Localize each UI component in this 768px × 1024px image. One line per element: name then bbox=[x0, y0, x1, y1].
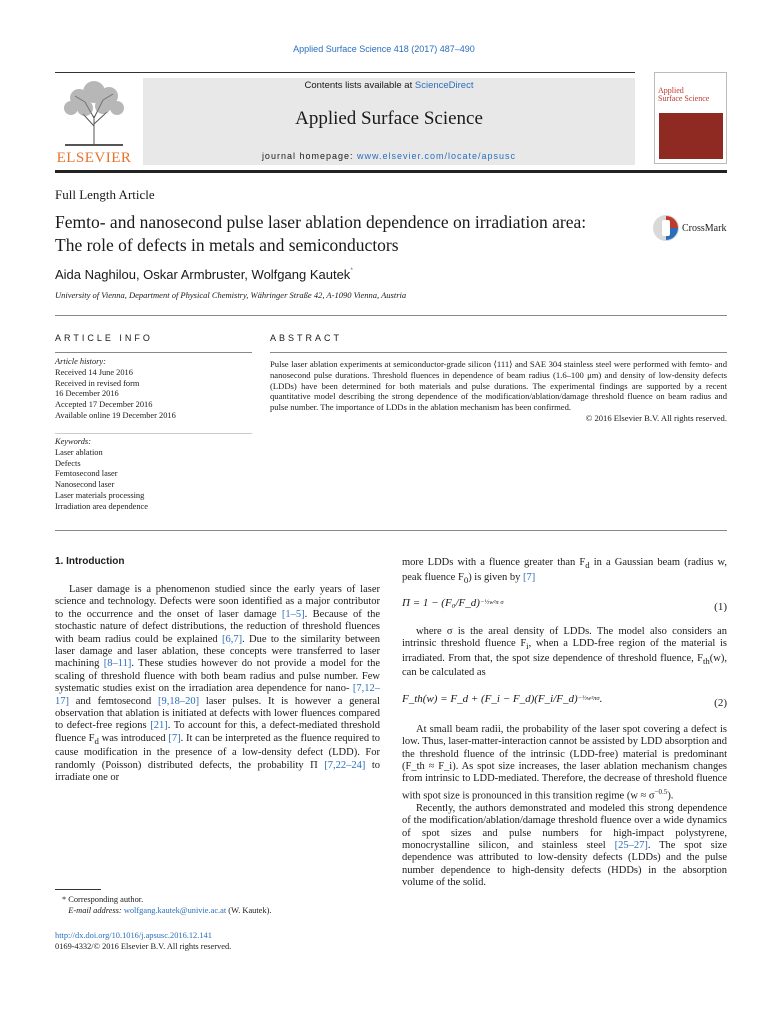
citation-link[interactable]: [25–27] bbox=[614, 839, 648, 851]
equation-2: F_th(w) = F_d + (F_i − F_d)(F_i/F_d)$^{-\frac{1}{2}w^2\pi\sigma}$. (2) bbox=[402, 692, 727, 709]
info-rule bbox=[55, 352, 252, 353]
intro-paragraph: Recently, the authors demonstrated and modeled this strong dependence of the modification/ablation/damage threshold fluence over a wide dynamics of spot sizes and pulse numbers for high-impact polystyrene, monocrystalline silicon, and stainless steel [25–27]. The spot size dependence was attributed to low-density defects (LDDs) and the pulse number dependence to high-density defects (HDDs) in the absorption volume of the solid. bbox=[402, 802, 727, 889]
contents-prefix: Contents lists available at bbox=[304, 80, 415, 91]
keyword-item: Nanosecond laser bbox=[55, 480, 115, 490]
citation-link[interactable]: [1–5] bbox=[281, 608, 305, 620]
header-rule bbox=[55, 72, 635, 73]
citation-link[interactable]: [8–11] bbox=[103, 658, 132, 670]
history-item: Received in revised form bbox=[55, 378, 140, 388]
header-thick-rule bbox=[55, 170, 727, 173]
article-title: Femto- and nanosecond pulse laser ablation dependence on irradiation area: The role of defects in metals and semiconductors bbox=[55, 212, 587, 255]
history-item: Available online 19 December 2016 bbox=[55, 410, 176, 420]
issn-line: 0169-4332/© 2016 Elsevier B.V. All rights reserved. bbox=[55, 942, 232, 951]
cover-title: Applied Surface Science bbox=[658, 86, 710, 103]
journal-reference-link[interactable]: Applied Surface Science 418 (2017) 487–490 bbox=[293, 44, 475, 54]
footnote-label: Corresponding author. bbox=[68, 895, 144, 904]
affiliation: University of Vienna, Department of Physical Chemistry, Währinger Straße 42, A-1090 Vienna, Austria bbox=[55, 290, 407, 300]
journal-title: Applied Surface Science bbox=[295, 108, 483, 129]
crossmark-icon bbox=[652, 213, 680, 243]
footnote-rule bbox=[55, 889, 101, 890]
article-history bbox=[55, 357, 252, 422]
history-item: 16 December 2016 bbox=[55, 389, 119, 399]
author-email-link[interactable]: wolfgang.kautek@univie.ac.at bbox=[123, 906, 227, 915]
homepage-prefix: journal homepage: bbox=[261, 151, 357, 161]
doi-block bbox=[55, 930, 231, 952]
intro-paragraph: At small beam radii, the probability of the laser spot covering a defect is low. Thus, laser-matter-interaction cannot be assisted by LDD absorption and the threshold fluence of the intrinsic (LDD-free) material is predominant (F_th ≈ F_i). As spot size increases, the laser ablation mechanism changes from intrinsic to LDD-mediated. Therefore, the decrease of threshold fluence with spot size is pronounced in this transition regime $(w \approx \sigma^{-0.5})$. bbox=[402, 723, 727, 802]
citation-link[interactable]: [7,22–24] bbox=[324, 759, 366, 771]
homepage-line bbox=[143, 151, 635, 161]
abstract-text: Pulse laser ablation experiments at semiconductor-grade silicon ⟨111⟩ and SAE 304 stainless steel were performed with femto- and nanosecond pulse durations. Threshold fluences in dependence of beam radius (1.6–100 μm) and density of low-density defects (LDDs) have been determined for both materials and pulse durations. The experimental findings are supported by a recent quantitative model describing the strong dependence of the modification/ablation/damage threshold fluence on beam radius and pulse number. The importance of LDDs in the ablation mechanism has been confirmed. bbox=[270, 359, 727, 413]
abstract-rule bbox=[270, 352, 727, 353]
history-label: Article history: bbox=[55, 357, 106, 366]
article-info-heading: ARTICLE INFO bbox=[55, 333, 153, 343]
citation-link[interactable]: [6,7] bbox=[221, 633, 243, 645]
section-rule bbox=[55, 315, 727, 316]
sciencedirect-link[interactable]: ScienceDirect bbox=[414, 80, 474, 91]
footnote: * Corresponding author. E-mail address: wolfgang.kautek@univie.ac.at (W. Kautek). bbox=[62, 895, 272, 915]
keyword-item: Femtosecond laser bbox=[55, 469, 118, 479]
abstract-body bbox=[270, 359, 727, 424]
keywords-label: Keywords: bbox=[55, 437, 91, 446]
citation-link[interactable]: [9,18–20] bbox=[157, 695, 200, 707]
equation-1: Π = 1 − (F₀/F_d)$^{-\frac{1}{2}w^2\pi \sigma}$ (1) bbox=[402, 597, 727, 613]
authors-text: Aida Naghilou, Oskar Armbruster, Wolfgang Kautek bbox=[55, 267, 351, 282]
keyword-item: Laser ablation bbox=[55, 447, 103, 457]
article-type: Full Length Article bbox=[55, 187, 155, 202]
equation-number: (2) bbox=[714, 696, 727, 709]
crossmark-label: CrossMark bbox=[682, 223, 727, 234]
keywords bbox=[55, 437, 252, 513]
keyword-item: Irradiation area dependence bbox=[55, 501, 148, 511]
intro-paragraph: where σ is the areal density of LDDs. The model also considers an intrinsic threshold fluence $F_i$, when a LDD-free region of the material is irradiated. From that, the spot size dependence of threshold fluence, $F_{th}(w)$, can be calculated as bbox=[402, 626, 727, 679]
journal-cover-thumbnail bbox=[654, 72, 727, 164]
history-item: Received 14 June 2016 bbox=[55, 367, 133, 377]
homepage-link[interactable]: www.elsevier.com/locate/apsusc bbox=[357, 151, 517, 161]
intro-paragraph: Laser damage is a phenomenon studied since the early years of laser science and technology. Defects were soon identified as a major contributor to the occurrence and the onset of laser damage [1–5]. Because of the stochastic nature of defect distributions, the reduction of threshold fluences with beam radius could be explained [6,7]. Due to the similarity between laser damage and laser ablation, these concepts were transferred to laser machining [8–11]. These studies however do not provide a model for the scaling of threshold fluence with both beam radius and pulse number. Few systematic studies exist on the irradiation area dependence for nano- [7,12–17] and femtosecond [9,18–20] laser pulses. It is however a general observation that ablation is initiated at defects with lower fluences compared to defect-free regions [21]. To account for this, a defect-mediated threshold fluence $F_d$ was introduced [7]. It can be interpreted as the fluence required to cause modification in the presence of a low-density defect (LDD). For randomly (Poisson) distributed defects, the probability Π [7,22–24] to irradiate one or bbox=[55, 584, 380, 784]
intro-paragraph: more LDDs with a fluence greater than $F_d$ in a Gaussian beam (radius w, peak fluence $F_0$) is given by [7] bbox=[402, 557, 727, 585]
author-list bbox=[55, 267, 353, 282]
corresponding-author-mark[interactable]: * bbox=[350, 267, 353, 274]
citation-link[interactable]: [7] bbox=[523, 571, 536, 583]
citation-link[interactable]: [21] bbox=[150, 720, 168, 732]
contents-line bbox=[143, 80, 635, 91]
citation-link[interactable]: [7,12–17] bbox=[55, 683, 380, 707]
intro-right-column bbox=[402, 557, 727, 890]
keywords-rule bbox=[55, 433, 252, 434]
citation-link[interactable]: [7] bbox=[168, 732, 181, 744]
keyword-item: Laser materials processing bbox=[55, 490, 145, 500]
cover-graphic bbox=[659, 113, 723, 159]
history-item: Accepted 17 December 2016 bbox=[55, 400, 153, 410]
intro-heading: 1. Introduction bbox=[55, 556, 125, 567]
abstract-bottom-rule bbox=[55, 530, 727, 531]
intro-left-column bbox=[55, 584, 380, 785]
crossmark-badge[interactable] bbox=[652, 213, 732, 245]
abstract-copyright: © 2016 Elsevier B.V. All rights reserved. bbox=[585, 412, 727, 423]
elsevier-wordmark: ELSEVIER bbox=[56, 150, 132, 166]
equation-number: (1) bbox=[714, 601, 727, 613]
abstract-heading: ABSTRACT bbox=[270, 333, 343, 343]
doi-link[interactable]: http://dx.doi.org/10.1016/j.apsusc.2016.12.141 bbox=[55, 931, 212, 940]
keyword-item: Defects bbox=[55, 458, 81, 468]
